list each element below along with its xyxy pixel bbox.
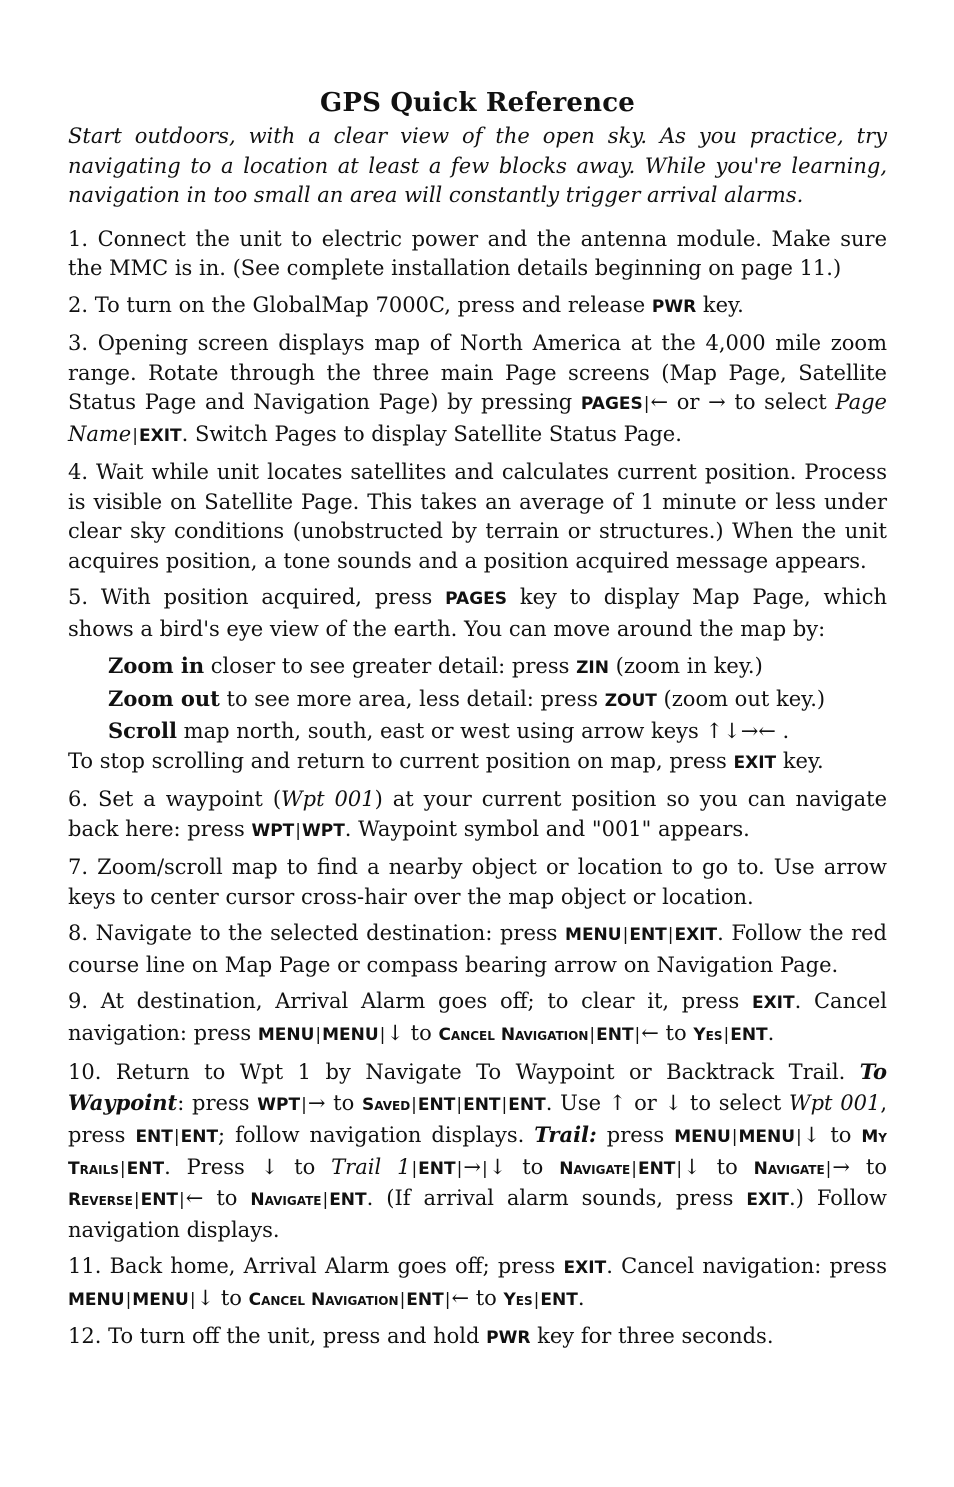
key-label: Navigate	[559, 1158, 631, 1179]
key-separator: |	[399, 1289, 406, 1310]
text-run: ← to	[641, 1020, 694, 1045]
key-label: WPT	[257, 1094, 301, 1115]
key-label: MENU	[257, 1024, 315, 1045]
text-run: Zoom in	[108, 653, 205, 678]
text-run: . Follow the red course line on Map Page or compass bearing arrow on Navigation Page.	[68, 921, 887, 977]
key-separator: |	[622, 925, 629, 945]
text-run: (zoom in key.)	[608, 654, 763, 678]
text-run: . Waypoint symbol and "001" appears.	[344, 816, 750, 841]
key-label: My Trails	[68, 1127, 887, 1179]
key-label: EXIT	[563, 1258, 607, 1278]
key-label: ENT	[596, 1024, 634, 1045]
key-label: ENT	[126, 1158, 165, 1179]
text-run: Wpt 001	[789, 1090, 881, 1115]
text-run: to see more area, less detail: press	[219, 686, 605, 711]
key-label: ENT	[329, 1190, 367, 1210]
key-separator: |	[125, 1289, 132, 1310]
key-label: ENT	[540, 1289, 578, 1310]
text-run: . Use ↑ or ↓ to select	[545, 1090, 790, 1115]
key-label: ENT	[180, 1127, 219, 1147]
text-run: 9. At destination, Arrival Alarm goes off; to clear it, press	[68, 989, 752, 1013]
text-run: 12. To turn off the unit, press and hold	[68, 1324, 487, 1348]
key-separator: |	[322, 1190, 329, 1210]
key-label: Saved	[362, 1094, 411, 1115]
key-label: WPT	[251, 820, 295, 841]
key-separator: |	[133, 1190, 140, 1210]
key-pwr: PWR	[651, 296, 697, 317]
key-separator: |	[731, 1127, 738, 1147]
key-label: WPT	[301, 820, 345, 841]
text-run: ↓ to	[196, 1285, 249, 1310]
text-run: ; follow navigation displays.	[218, 1123, 535, 1147]
key-label: Navigate	[250, 1190, 322, 1210]
key-zout: ZOUT	[604, 690, 657, 711]
text-run: 6. Set a waypoint (	[68, 787, 282, 811]
text-run: To Waypoint	[68, 1059, 887, 1115]
text-run: → to	[832, 1154, 887, 1179]
key-separator: |	[796, 1127, 802, 1147]
text-run: 3. Opening screen displays map of North America at the 4,000 mile zoom range. Rotate through the three main Page screens (Map Page, Satellite Status Page and Navigation Page) by pressing	[68, 331, 887, 414]
key-label: ENT	[637, 1158, 676, 1179]
intro-paragraph: Start outdoors, with a clear view of the open sky. As you practice, try navigating to a location at least a few blocks away. While you're learning, navigation in too small an area will constantly trigger arrival alarms.	[68, 124, 887, 207]
key-label: ENT	[406, 1289, 444, 1310]
key-separator: |	[411, 1158, 418, 1179]
page-title: GPS Quick Reference	[319, 88, 636, 118]
key-label: MENU	[322, 1024, 379, 1045]
step-4: 4. Wait while unit locates satellites and calculates current position. Process is visible on Satellite Page. This takes an average of 1 minute or less under clear sky conditions (unobstructed by terrain or structures.) When the unit acquires position, a tone sounds and a position acquired message appears.	[68, 460, 887, 573]
text-run: Zoom out	[108, 685, 220, 711]
text-run: ↓	[488, 1154, 507, 1179]
text-run: 2. To turn on the GlobalMap 7000C, press and release	[68, 292, 652, 317]
key-separator: |	[179, 1190, 185, 1210]
key-label: MENU	[674, 1127, 731, 1147]
key-separator: |	[481, 1158, 488, 1179]
key-separator: |	[379, 1024, 386, 1045]
key-pwr: PWR	[486, 1328, 531, 1348]
text-run: →	[463, 1154, 481, 1179]
step-11	[68, 1252, 887, 1315]
text-run: ↓ to	[802, 1123, 862, 1147]
key-separator: |	[301, 1094, 307, 1115]
key-separator: |	[825, 1158, 832, 1179]
text-run: closer to see greater detail: press	[204, 654, 577, 678]
key-separator: |	[676, 1158, 683, 1179]
step-8	[68, 919, 887, 980]
key-label: EXIT	[746, 1190, 790, 1210]
key-label: ENT	[417, 1094, 456, 1115]
key-label: EXIT	[751, 993, 795, 1013]
step-2	[68, 291, 887, 323]
key-label: MENU	[68, 1289, 125, 1310]
step-10	[68, 1057, 887, 1245]
key-label: Yes	[693, 1024, 723, 1045]
text-run: ) at your current position so you can navigate back here: press	[68, 787, 887, 841]
key-label: Yes	[503, 1289, 533, 1310]
text-run: .	[577, 1285, 585, 1310]
key-label: EXIT	[674, 925, 718, 945]
text-run: key.	[776, 748, 824, 773]
key-separator: |	[631, 1158, 637, 1179]
text-run: . Cancel navigation: press	[606, 1254, 887, 1278]
key-label: MENU	[738, 1127, 796, 1147]
step-5-zoom-out	[68, 684, 887, 717]
key-separator: |	[723, 1024, 730, 1045]
text-run: ← or →	[650, 390, 726, 414]
text-run: .	[767, 1020, 775, 1045]
step-6	[68, 785, 887, 846]
text-run: , press	[68, 1090, 888, 1147]
key-label: ENT	[629, 925, 667, 945]
key-pages: PAGES	[580, 394, 643, 414]
text-run: ↓ to	[386, 1020, 439, 1045]
key-label: Navigate	[753, 1158, 825, 1179]
key-separator: |	[132, 425, 138, 446]
text-run: : press	[177, 1090, 258, 1115]
text-run: Trail:	[534, 1122, 597, 1147]
step-5-scroll	[68, 716, 887, 747]
key-label: MENU	[132, 1289, 189, 1310]
text-run: (zoom out key.)	[656, 686, 826, 711]
text-run: . Press ↓ to	[164, 1154, 332, 1179]
step-9	[68, 987, 887, 1050]
text-run: ← to	[451, 1285, 504, 1310]
text-run: To stop scrolling and return to current position on map, press	[68, 748, 734, 773]
text-run: . (If arrival alarm sounds, press	[366, 1186, 747, 1210]
key-label: ENT	[730, 1024, 768, 1045]
key-label: ENT	[140, 1190, 179, 1210]
step-1: 1. Connect the unit to electric power and the antenna module. Make sure the MMC is in. (See complete installation details beginning on page 11.)	[68, 226, 887, 280]
text-run: . Cancel navigation: press	[68, 989, 887, 1045]
key-label: ENT	[418, 1158, 456, 1179]
text-run: 5. With position acquired, press	[68, 585, 446, 609]
key-separator: |	[173, 1127, 180, 1147]
key-separator: |	[295, 820, 301, 841]
key-label: ENT	[508, 1094, 546, 1115]
key-label: Reverse	[68, 1190, 133, 1210]
step-5-zoom-in	[68, 651, 887, 684]
key-exit: EXIT	[138, 425, 182, 446]
text-run: .) Follow navigation displays.	[68, 1186, 887, 1242]
key-label: Cancel Navigation	[438, 1024, 589, 1045]
text-run: . Switch Pages to display Satellite Status Page.	[181, 421, 682, 446]
key-separator: |	[589, 1024, 596, 1045]
text-run: key.	[696, 292, 744, 317]
text-run: → to	[307, 1090, 362, 1115]
key-label: Cancel Navigation	[248, 1289, 399, 1310]
text-run: to	[506, 1154, 560, 1179]
text-run: Scroll	[108, 718, 177, 743]
key-pages: PAGES	[445, 589, 508, 609]
key-separator: |	[456, 1094, 463, 1115]
text-run: 8. Navigate to the selected destination: press	[68, 921, 566, 945]
text-run: map north, south, east or west using arrow keys ↑↓→← .	[176, 719, 790, 743]
step-5-tail	[68, 747, 887, 779]
key-label: ENT	[135, 1127, 173, 1147]
step-12	[68, 1322, 887, 1354]
key-zin: ZIN	[576, 658, 609, 678]
key-separator: |	[634, 1024, 641, 1045]
key-separator: |	[533, 1289, 540, 1310]
text-run: Wpt 001	[281, 787, 375, 811]
key-separator: |	[667, 925, 674, 945]
text-run: ↓ to	[683, 1154, 754, 1179]
key-separator: |	[315, 1024, 322, 1045]
step-3	[68, 329, 887, 451]
key-separator: |	[643, 394, 650, 414]
text-run: Trail 1	[331, 1154, 411, 1179]
key-label: MENU	[565, 925, 622, 945]
text-run: press	[596, 1123, 675, 1147]
key-separator: |	[456, 1158, 463, 1179]
text-run: Page Name	[68, 390, 887, 446]
key-exit: EXIT	[733, 752, 777, 773]
step-7: 7. Zoom/scroll map to find a nearby object or location to go to. Use arrow keys to center cursor cross-hair over the map object or location.	[68, 855, 887, 909]
key-separator: |	[444, 1289, 451, 1310]
text-run: key to display Map Page, which shows a bird's eye view of the earth. You can move around the map by:	[68, 585, 887, 641]
key-separator: |	[501, 1094, 508, 1115]
key-separator: |	[411, 1094, 417, 1115]
text-run: ← to	[185, 1186, 251, 1210]
text-run: 10. Return to Wpt 1 by Navigate To Waypoint or Backtrack Trail.	[68, 1060, 860, 1084]
text-run: 11. Back home, Arrival Alarm goes off; press	[68, 1254, 564, 1278]
key-separator: |	[189, 1289, 196, 1310]
key-separator: |	[119, 1158, 126, 1179]
step-5	[68, 583, 887, 644]
text-run: to select	[725, 390, 836, 414]
key-label: ENT	[463, 1094, 501, 1115]
text-run: key for three seconds.	[530, 1324, 774, 1348]
